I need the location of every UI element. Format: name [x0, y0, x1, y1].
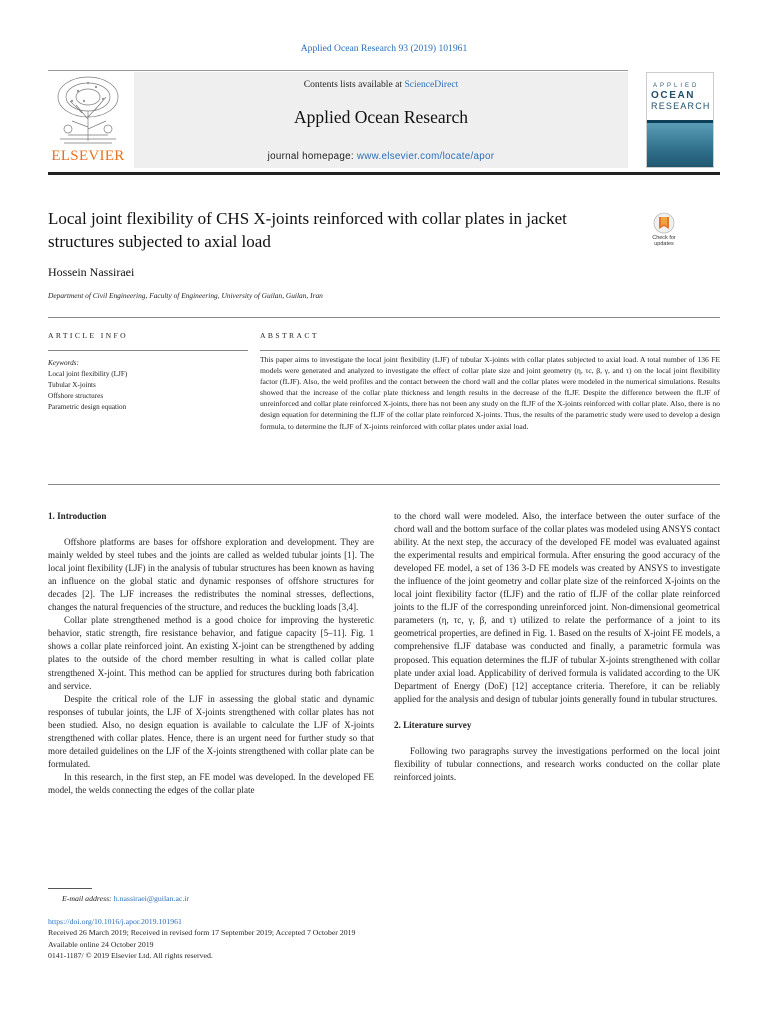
keyword-item: Parametric design equation: [48, 403, 127, 412]
footnote-rule: [48, 888, 92, 889]
copyright-line: 0141-1187/ © 2019 Elsevier Ltd. All rights reserved.: [48, 950, 213, 960]
homepage-prefix: journal homepage:: [267, 151, 357, 162]
sciencedirect-link[interactable]: ScienceDirect: [404, 79, 459, 90]
contents-prefix: Contents lists available at: [303, 79, 405, 90]
paragraph: Following two paragraphs survey the investigations performed on the local joint flexibility of tubular connections, and research works conducted on the collar plate reinforced joints.: [394, 745, 720, 782]
author-affiliation: Department of Civil Engineering, Faculty of Engineering, University of Guilan, Guilan, Iran: [48, 291, 323, 300]
body-right-column: [394, 510, 720, 784]
header-top-rule: [48, 70, 628, 71]
info-top-rule: [48, 317, 720, 318]
keywords-block: [48, 358, 248, 413]
journal-title: Applied Ocean Research: [294, 107, 468, 127]
elsevier-wordmark: ELSEVIER: [51, 148, 125, 164]
keyword-item: Offshore structures: [48, 392, 104, 401]
abstract-text: This paper aims to investigate the local joint flexibility (LJF) of tubular X-joints with collar plates subjected to axial load. A total number of 136 FE models were generated and analyzed to investigate the effect of collar plate size and joint geometry (η, τc, β, γ, and τ) on the local joint flexibility factor (fLJF). Also, the weld profiles and the contact between the chord wall and the collar plates were modeled in the numerical simulations. Results showed that the increase of the collar plate thickness and length results in the decrease of the fLJF. Despite the difference between the fLJF of unreinforced and collar plate reinforced X-joints, there has not been any study on the fLJF of the X-joints reinforced with collar plate. Also, there is no design equation for determining the fLJF of the collar plate reinforced X-joints. Thus, the results of the parametric study were used to develop a design formula, to determine the fLJF of X-joints reinforced with collar plates under axial load.: [260, 355, 720, 431]
journal-cover-thumbnail: [646, 72, 714, 168]
header-bottom-rule: [48, 172, 720, 175]
author-email-footnote: [62, 894, 189, 903]
author-name: Hossein Nassiraei: [48, 265, 135, 279]
check-updates-icon: [646, 212, 682, 236]
contents-line: [134, 79, 628, 90]
article-info-heading: ARTICLE INFO: [48, 331, 129, 340]
email-label: E-mail address:: [62, 894, 112, 903]
journal-homepage-line: [134, 151, 628, 162]
check-for-updates-badge[interactable]: [646, 212, 682, 252]
doi-link[interactable]: https://doi.org/10.1016/j.apor.2019.101961: [48, 917, 182, 926]
author-email-link[interactable]: h.nassiraei@guilan.ac.ir: [113, 894, 190, 903]
cover-line3: RESEARCH: [651, 101, 711, 111]
section-heading-introduction: 1. Introduction: [48, 511, 107, 521]
article-title: Local joint flexibility of CHS X-joints reinforced with collar plates in jacket structures subjected to axial load: [48, 209, 567, 251]
paragraph: In this research, in the first step, an FE model was developed. In the developed FE model, the welds connecting the edges of the collar plate: [48, 771, 374, 795]
keyword-item: Tubular X-joints: [48, 381, 96, 390]
paragraph: to the chord wall were modeled. Also, the interface between the outer surface of the chord wall and the bottom surface of the collar plates was modeled using ANSYS contact ability. At the next step, the accuracy of the developed FE model was evaluated against the experimental results and empirical formula. After ensuring the good accuracy of the developed FE model, a set of 136 3-D FE models was created by ANSYS to investigate the influence of the joint geometry and collar plate size of the reinforced X-joints on the local joint flexibility factor (fLJF) and the ratio of fLJF of the collar plate reinforced joints to the fLJF of the corresponding unreinforced joint. Non-dimensional geometrical parameters (η, τc, γ, β, and τ) utilized to relate the performance of a joint to its geometrical properties, are defined in Fig. 1. Based on the results of X-joint FE models, a comprehensive fLJF database was conducted and finally, a parametric formula was proposed. This equation determines the fLJF of tubular X-joints strengthened with collar plate under axial load. Applicability of derived formula is validated according to the UK Department of Energy (DoE) [12] acceptance criteria. Therefore, it can be reliably applied for the analysis and design of tubular joints generally found in tubular structures.: [394, 511, 720, 704]
cover-line2: OCEAN: [651, 90, 696, 101]
journal-homepage-link[interactable]: www.elsevier.com/locate/apor: [356, 151, 495, 162]
received-dates: Received 26 March 2019; Received in revised form 17 September 2019; Accepted 7 October 2019: [48, 928, 356, 938]
info-keywords-rule: [48, 350, 248, 351]
abstract-heading: ABSTRACT: [260, 331, 319, 340]
abstract-bottom-rule: [48, 484, 720, 485]
keywords-label: Keywords:: [48, 359, 79, 367]
section-heading-literature-survey: 2. Literature survey: [394, 719, 472, 730]
paragraph: Despite the critical role of the LJF in assessing the global static and dynamic responses of tubular joints, the LJF of X-joints strengthened with collar plates has not been studied. Also, no design equation is available to calculate the LJF of X-joints strengthened with collar plates. Hence, there is an urgent need for further study so that more detailed guidelines on the LJF of the X-joints strengthened with collar plate can be formulated.: [48, 693, 374, 769]
body-left-column: [48, 510, 374, 797]
available-online-date: Available online 24 October 2019: [48, 939, 154, 949]
keyword-item: Local joint flexibility (LJF): [48, 370, 128, 379]
cover-line1: APPLIED: [653, 83, 700, 89]
check-updates-label: Check for updates: [652, 235, 676, 247]
paragraph: Offshore platforms are bases for offshore exploration and development. They are mainly welded by steel tubes and the joints are called as welded tubular joints [1]. The local joint flexibility (LJF) in the analysis of tubular structures has been known as having an influence on the global static and dynamic responses of offshore structures for decades [2]. The LJF increases the redistributes the nominal stresses, deflections, changes the natural frequencies of the structure, and reduces the buckling loads [3,4].: [48, 537, 374, 613]
abstract-rule: [260, 350, 720, 351]
journal-reference[interactable]: Applied Ocean Research 93 (2019) 101961: [300, 43, 468, 54]
paragraph: Collar plate strengthened method is a good choice for improving the hysteretic behavior, static strength, fire resistance behavior, and fatigue capacity [5–11]. Fig. 1 shows a collar plate reinforced joint. An existing X-joint can be strengthened by adding plates to the outside of the chord member resulting in what is called collar plate strengthened X-joint. This method can be applied for structures during both fabrication and service.: [48, 615, 374, 691]
publication-footer: [48, 916, 355, 961]
